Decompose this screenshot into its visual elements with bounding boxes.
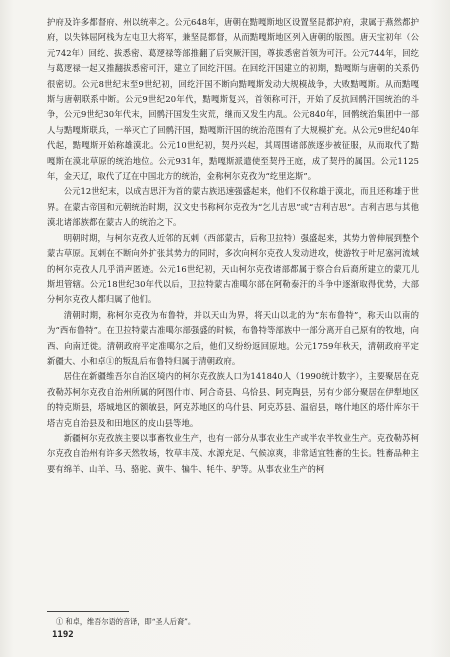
body-text bbox=[47, 15, 419, 477]
paragraph: 清朝时期，称柯尔克孜为布鲁特，并以天山为界，将天山以北的为“东布鲁特”，称天山以南的为“西布鲁特”。在卫拉特蒙古准噶尔部强盛的时候，布鲁特等部族中一部分离开自己原有的牧地，向西、向南迁徙。清朝政府平定准噶尔之后，他们又纷纷返回原地。公元1759年秋天，清朝政府平定新疆大、小和卓①的叛乱后布鲁特归属于清朝政府。 bbox=[47, 309, 419, 366]
paragraph: 明朝时期，与柯尔克孜人近邻的瓦剌（西部蒙古，后称卫拉特）强盛起来，其势力曾伸展到整个蒙古草原。瓦剌在不断向外扩张其势力的同时，多次向柯尔克孜人发动进攻，使游牧于叶尼塞河流域的柯尔克孜人几乎消声匿迹。公元16世纪初，天山柯尔克孜诸部都属于察合台后裔所建立的蒙兀儿斯坦管辖。公元18世纪30年代以后，卫拉特蒙古准噶尔部在阿勒泰汗的斗争中逐渐取得优势，大部分柯尔克孜人都归属了他们。 bbox=[47, 232, 419, 305]
footnote-divider bbox=[47, 611, 129, 612]
paragraph: 护府及许多都督府、州以统率之。公元648年，唐朝在黠嘎斯地区设置坚昆都护府，隶属于燕然都护府，以失钵屈阿栈为左屯卫大将军，兼坚昆都督，从而黠嘎斯地区列入唐朝的版图。唐天宝初年（公元742年）回纥、拔悉密、葛逻禄等部推翻了后突厥汗国，尊拔悉密首领为可汗。公元744年，回纥与葛逻禄一起又推翻拔悉密可汗，建立了回纥汗国。在回纥汗国建立的初期，黠嘎斯与唐朝的关系仍很密切。公元8世纪末至9世纪初，回纥汗国不断向黠嘎斯发动大规模战争，大败黠嘎斯。从而黠嘎斯与唐朝联系中断。公元9世纪20年代，黠嘎斯复兴，首领称可汗，开始了反抗回鹘汗国统治的斗争，公元9世纪30年代末，回鹘汗国发生灾荒，继而又发生内乱。公元840年，回鹘统治集团中一部人与黠嘎斯联兵，一举灭亡了回鹘汗国，黠嘎斯汗国的统治范围有了大规模扩充。从公元9世纪40年代起，黠嘎斯开始称雄漠北。公元10世纪初，契丹兴起，其周围诸部族逐步被征服，从而取代了黠嘎斯在漠北草原的统治地位。公元931年，黠嘎斯派遣使至契丹王庭，成了契丹的属国。公元1125年，金天辽，取代了辽在中国北方的统治，金称柯尔克孜为“纥里迄斯”。 bbox=[47, 17, 419, 182]
page-number: 1192 bbox=[52, 630, 74, 640]
paragraph: 公元12世纪末，以成吉思汗为首的蒙古族迅速强盛起来，他们不仅称雄于漠北，而且还称雄于世界。在蒙古帝国和元朝统治时期，汉文史书称柯尔克孜为“乞儿吉思”或“吉利吉思”。吉利吉思与其他漠北诸部族都在蒙古人的统治之下。 bbox=[47, 186, 419, 228]
paragraph: 居住在新疆维吾尔自治区境内的柯尔克孜族人口为141840人（1990统计数字），主要聚居在克孜勒苏柯尔克孜自治州所属的阿图什市、阿合奇县、乌恰县、阿克陶县，另有少部分聚居在伊犁地区的特克斯县，塔城地区的额敏县，阿克苏地区的乌什县、阿克苏县、温宿县，喀什地区的塔什库尔干塔吉克自治县及和田地区的皮山县等地。 bbox=[47, 371, 419, 428]
footnote: ① 和卓，维吾尔语的音译，即“圣人后裔”。 bbox=[56, 617, 196, 626]
paragraph: 新疆柯尔克孜族主要以事畜牧业生产，也有一部分从事农业生产或半农半牧业生产。克孜勒苏柯尔克孜自治州有许多天然牧场，牧草丰茂、水源充足、气候凉爽，非常适宜牲畜的生长。牲畜品种主要有绵羊、山羊、马、骆驼、黄牛、犏牛、牦牛、驴等。从事农业生产的柯 bbox=[47, 432, 419, 474]
